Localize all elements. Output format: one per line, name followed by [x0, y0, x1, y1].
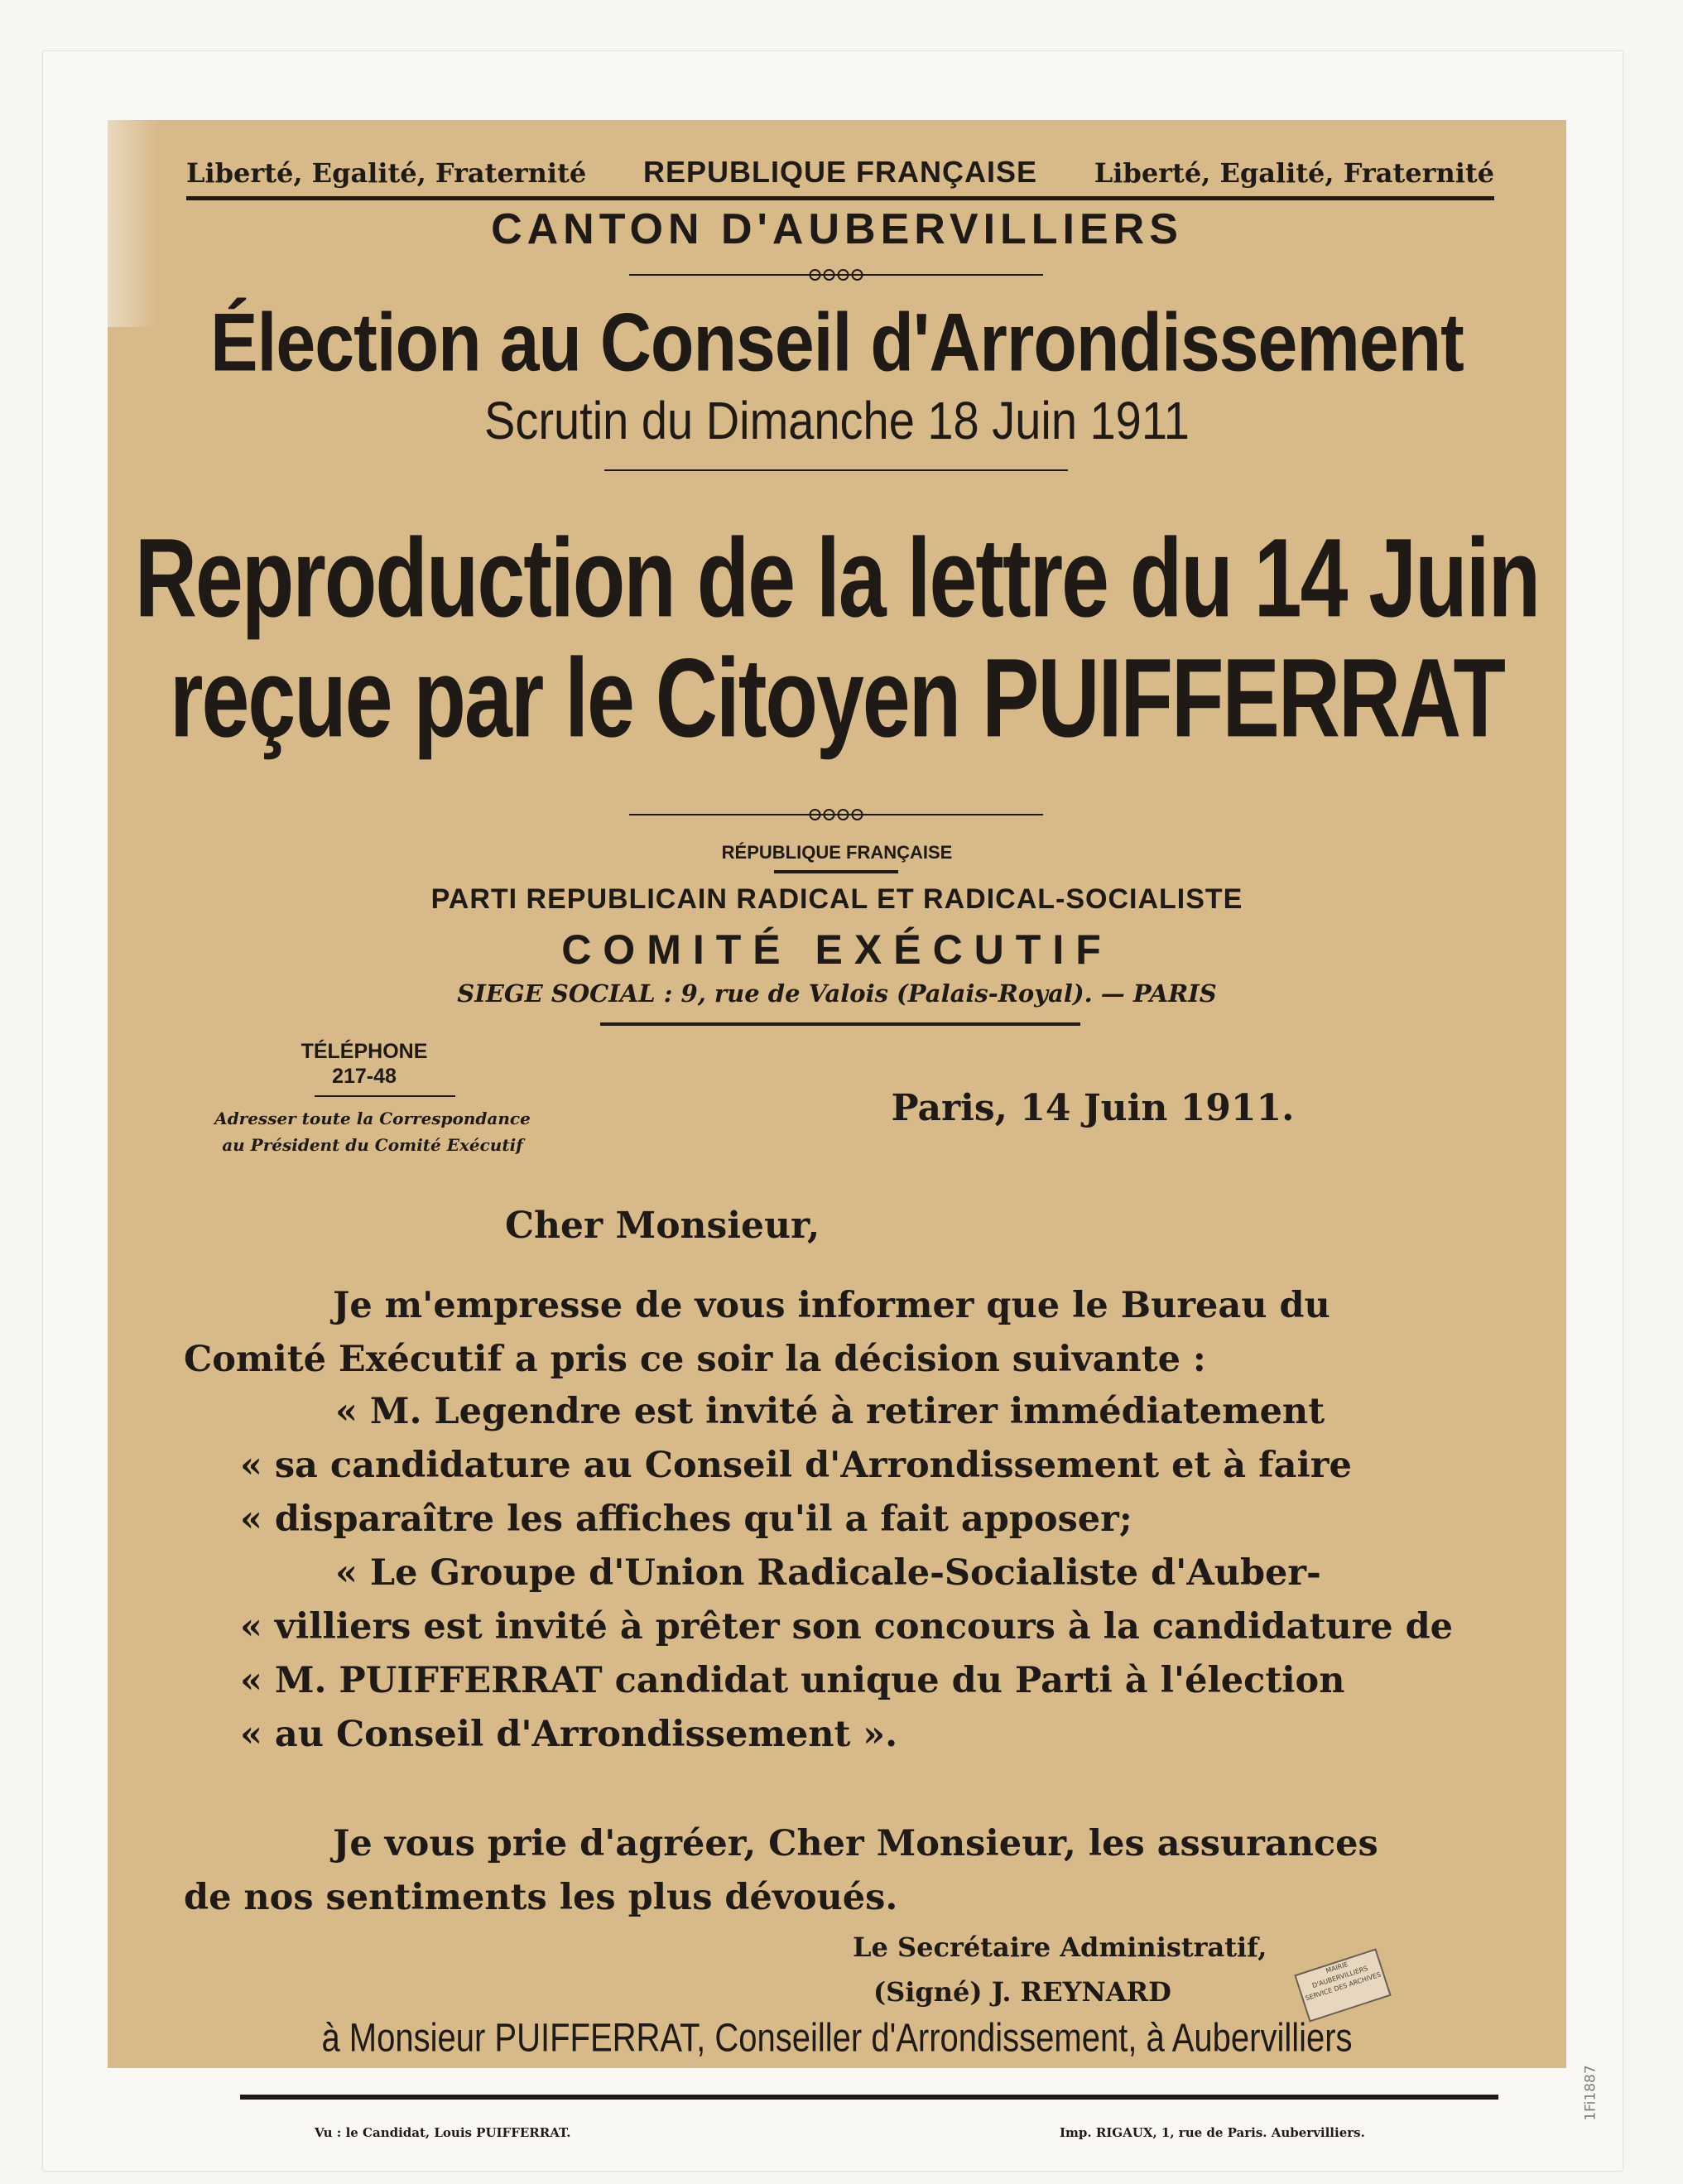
closing-line-2: de nos sentiments les plus dévoués.	[184, 1877, 898, 1918]
signature-title: Le Secrétaire Administratif,	[853, 1931, 1267, 1963]
footer-rule	[240, 2095, 1498, 2100]
committee-name: COMITÉ EXÉCUTIF	[561, 926, 1113, 973]
seat-rule	[600, 1022, 1080, 1026]
footer-printer: Imp. RIGAUX, 1, rue de Paris. Aubervilliers.	[1060, 2125, 1365, 2140]
election-date: Scrutin du Dimanche 18 Juin 1911	[484, 390, 1190, 450]
ornament-divider	[629, 269, 1043, 281]
canton-title: CANTON D'AUBERVILLIERS	[491, 205, 1183, 253]
headline-line-1: Reproduction de la lettre du 14 Juin	[134, 516, 1540, 642]
telephone-rule	[315, 1095, 455, 1097]
motto-left: Liberté, Egalité, Fraternité	[186, 157, 587, 189]
quote-line-4: « Le Groupe d'Union Radicale-Socialiste d'Auber-	[335, 1552, 1321, 1594]
ornament-divider	[629, 809, 1043, 820]
signature-block	[853, 1925, 1349, 2014]
telephone-block	[257, 1039, 472, 1089]
quote-line-5: « villiers est invité à prêter son concours à la candidature de	[240, 1606, 1454, 1648]
footer-candidate: Vu : le Candidat, Louis PUIFFERRAT.	[315, 2125, 571, 2140]
quote-line-6: « M. PUIFFERRAT candidat unique du Parti à l'élection	[240, 1660, 1345, 1701]
motto-right: Liberté, Egalité, Fraternité	[1094, 157, 1494, 189]
signature-name: (Signé) J. REYNARD	[873, 1976, 1171, 2008]
paragraph-1-line-2: Comité Exécutif a pris ce soir la décision suivante :	[184, 1339, 1206, 1380]
paragraph-1-line-1: Je m'empresse de vous informer que le Bureau du	[333, 1285, 1330, 1326]
letterhead-rule	[774, 870, 898, 873]
quoted-decision	[240, 1385, 1498, 1762]
poster	[108, 120, 1566, 2140]
quote-line-3: « disparaître les affiches qu'il a fait apposer;	[240, 1498, 1132, 1540]
paragraph-1	[184, 1279, 1500, 1387]
archive-stamp: MAIRIE D'AUBERVILLIERS SERVICE DES ARCHIVES	[1294, 1948, 1391, 2022]
address-note-line-1: Adresser toute la Correspondance	[214, 1109, 531, 1128]
archive-call-number: 1Fi1887	[1582, 2065, 1599, 2121]
seat-address: SIEGE SOCIAL : 9, rue de Valois (Palais-Royal). — PARIS	[457, 979, 1217, 1008]
headline-line-2: reçue par le Citoyen PUIFFERRAT	[170, 636, 1504, 762]
ornament-divider	[604, 464, 1068, 476]
address-note-line-2: au Président du Comité Exécutif	[222, 1135, 523, 1155]
header-row	[186, 155, 1494, 190]
closing-line-1: Je vous prie d'agréer, Cher Monsieur, les assurances	[333, 1823, 1378, 1864]
quote-line-2: « sa candidature au Conseil d'Arrondissement et à faire	[240, 1445, 1352, 1486]
address-note	[199, 1105, 546, 1158]
header-rule	[186, 196, 1494, 200]
quote-line-7: « au Conseil d'Arrondissement ».	[240, 1714, 898, 1755]
republic-header: REPUBLIQUE FRANÇAISE	[642, 155, 1038, 189]
quote-line-1: « M. Legendre est invité à retirer immédiatement	[335, 1391, 1325, 1432]
party-name: PARTI REPUBLICAIN RADICAL ET RADICAL-SOCIALISTE	[430, 883, 1243, 915]
letterhead-republic: RÉPUBLIQUE FRANÇAISE	[721, 842, 953, 863]
election-title: Élection au Conseil d'Arrondissement	[210, 296, 1464, 389]
closing-paragraph	[184, 1817, 1500, 1925]
salutation: Cher Monsieur,	[505, 1205, 820, 1247]
addressee-line: à Monsieur PUIFFERRAT, Conseiller d'Arrondissement, à Aubervilliers	[321, 2016, 1353, 2061]
letter-date: Paris, 14 Juin 1911.	[891, 1087, 1295, 1129]
telephone-number: 217-48	[332, 1065, 397, 1088]
telephone-label: TÉLÉPHONE	[301, 1040, 428, 1063]
